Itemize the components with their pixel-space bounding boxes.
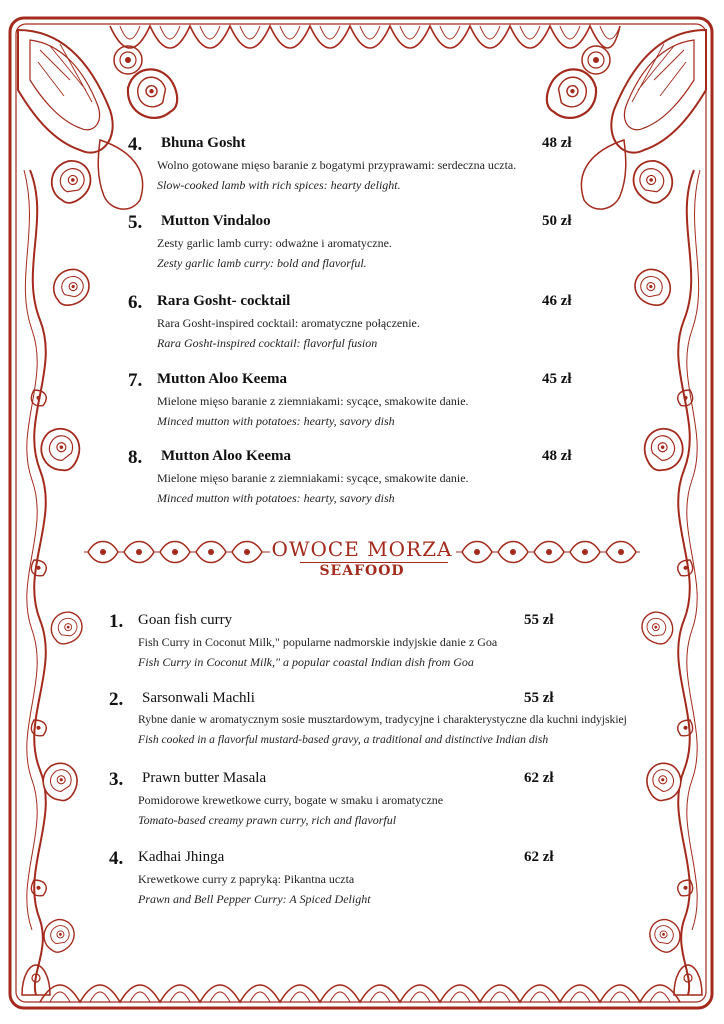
bottom-scallop-border: [40, 985, 680, 1002]
item-price: 55 zł: [524, 612, 554, 628]
menu-item: [128, 370, 588, 430]
menu-item: [128, 447, 588, 507]
item-number: 7.: [128, 370, 143, 391]
item-price: 46 zł: [542, 293, 572, 309]
item-description-pl: Pomidorowe krewetkowe curry, bogate w smaku i aromatyczne: [138, 793, 444, 807]
item-description-pl: Fish Curry in Coconut Milk," popularne nadmorskie indyjskie danie z Goa: [138, 635, 498, 649]
item-description-en: Zesty garlic lamb curry: bold and flavorful.: [157, 256, 367, 270]
item-number: 4.: [109, 848, 124, 869]
left-vine-border: [24, 170, 95, 995]
item-name: Sarsonwali Machli: [142, 690, 255, 706]
menu-item: [109, 769, 669, 829]
item-price: 50 zł: [542, 213, 572, 229]
item-number: 8.: [128, 447, 143, 468]
item-name: Mutton Aloo Keema: [161, 448, 291, 464]
item-number: 5.: [128, 212, 143, 233]
item-price: 62 zł: [524, 770, 554, 786]
item-description-pl: Rara Gosht-inspired cocktail: aromatyczne połączenie.: [157, 316, 420, 330]
item-description-pl: Mielone mięso baranie z ziemniakami: sycące, smakowite danie.: [157, 471, 469, 485]
item-number: 6.: [128, 292, 143, 313]
menu-item: [128, 134, 588, 194]
item-price: 62 zł: [524, 849, 554, 865]
item-number: 4.: [128, 134, 143, 155]
item-price: 48 zł: [542, 448, 572, 464]
item-price: 55 zł: [524, 690, 554, 706]
item-number: 1.: [109, 611, 124, 632]
item-description-en: Fish cooked in a flavorful mustard-based gravy, a traditional and distinctive Indian dish: [138, 733, 549, 746]
item-name: Mutton Vindaloo: [161, 213, 271, 229]
menu-item: [128, 212, 588, 272]
item-name: Kadhai Jhinga: [138, 849, 225, 865]
item-description-pl: Wolno gotowane mięso baranie z bogatymi przyprawami: serdeczna uczta.: [157, 158, 517, 172]
top-scallop-border: [110, 26, 620, 48]
item-description-en: Minced mutton with potatoes: hearty, savory dish: [157, 414, 395, 428]
item-description-pl: Rybne danie w aromatycznym sosie musztardowym, tradycyjne i charakterystyczne dla kuchni indyjskiej: [138, 713, 627, 726]
item-description-en: Prawn and Bell Pepper Curry: A Spiced Delight: [138, 892, 371, 906]
item-description-en: Rara Gosht-inspired cocktail: flavorful fusion: [157, 336, 378, 350]
section-title: OWOCE MORZA: [271, 537, 453, 561]
item-description-pl: Mielone mięso baranie z ziemniakami: sycące, smakowite danie.: [157, 394, 469, 408]
item-description-pl: Zesty garlic lamb curry: odważne i aromatyczne.: [157, 236, 392, 250]
item-name: Bhuna Gosht: [161, 135, 246, 151]
section-subtitle: SEAFOOD: [319, 563, 405, 579]
item-name: Mutton Aloo Keema: [157, 371, 287, 387]
menu-item: [109, 611, 669, 671]
menu-item: [109, 848, 669, 908]
item-description-pl: Krewetkowe curry z papryką: Pikantna uczta: [138, 872, 355, 886]
item-price: 45 zł: [542, 371, 572, 387]
item-number: 2.: [109, 689, 124, 710]
item-name: Prawn butter Masala: [142, 770, 267, 786]
item-price: 48 zł: [542, 135, 572, 151]
item-name: Goan fish curry: [138, 612, 233, 628]
item-description-en: Slow-cooked lamb with rich spices: hearty delight.: [157, 178, 401, 192]
item-description-en: Fish Curry in Coconut Milk," a popular coastal Indian dish from Goa: [138, 655, 474, 669]
item-name: Rara Gosht- cocktail: [157, 293, 291, 309]
menu-item: [109, 689, 689, 749]
item-description-en: Tomato-based creamy prawn curry, rich and flavorful: [138, 813, 397, 827]
menu-item: [128, 292, 588, 352]
item-description-en: Minced mutton with potatoes: hearty, savory dish: [157, 491, 395, 505]
item-number: 3.: [109, 769, 124, 790]
